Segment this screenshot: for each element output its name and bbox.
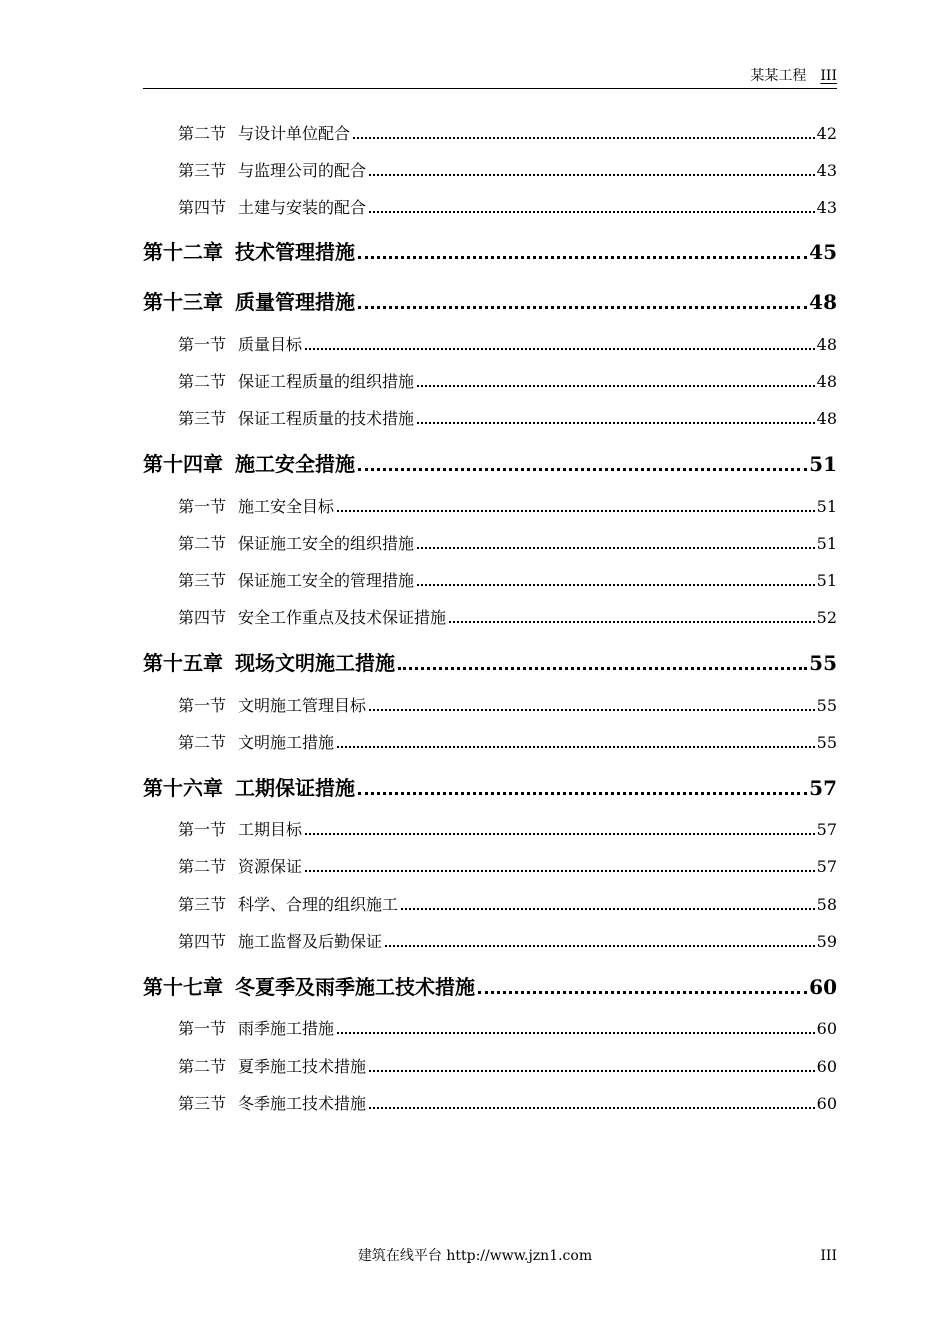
toc-entry-page-number: 57 (809, 776, 837, 800)
toc-entry-title: 资源保证 (238, 857, 303, 876)
toc-chapter-entry[interactable] (143, 649, 837, 677)
toc-dot-leader (478, 991, 807, 994)
toc-section-entry[interactable] (178, 334, 837, 356)
toc-entry-title: 现场文明施工措施 (235, 651, 395, 675)
toc-entry-page-number: 51 (816, 497, 837, 516)
toc-section-entry[interactable] (178, 856, 837, 878)
toc-entry-label: 第一节 (178, 1019, 227, 1038)
toc-entry-page-number: 51 (809, 452, 837, 476)
toc-entry-title: 文明施工管理目标 (238, 696, 367, 715)
toc-dot-leader (369, 709, 815, 711)
toc-entry-label: 第二节 (178, 733, 227, 752)
toc-dot-leader (358, 468, 807, 471)
toc-dot-leader (337, 746, 815, 748)
toc-entry-label: 第十四章 (143, 452, 223, 476)
toc-section-entry[interactable] (178, 894, 837, 916)
toc-entry-page-number: 48 (816, 409, 837, 428)
toc-entry-title: 保证工程质量的组织措施 (238, 372, 415, 391)
toc-entry-page-number: 58 (816, 895, 837, 914)
toc-entry-title: 科学、合理的组织施工 (238, 895, 399, 914)
toc-entry-title: 质量管理措施 (235, 290, 355, 314)
toc-entry-page-number: 52 (816, 608, 837, 627)
toc-entry-label: 第十三章 (143, 290, 223, 314)
toc-chapter-entry[interactable] (143, 238, 837, 266)
toc-dot-leader (369, 1070, 815, 1072)
toc-dot-leader (353, 137, 815, 139)
toc-section-entry[interactable] (178, 1056, 837, 1078)
toc-entry-page-number: 45 (809, 240, 837, 264)
toc-entry-page-number: 60 (816, 1094, 837, 1113)
toc-section-entry[interactable] (178, 1093, 837, 1115)
toc-entry-title: 保证工程质量的技术措施 (238, 409, 415, 428)
toc-entry-title: 冬夏季及雨季施工技术措施 (235, 975, 475, 999)
toc-entry-title: 保证施工安全的管理措施 (238, 571, 415, 590)
toc-entry-page-number: 48 (816, 372, 837, 391)
toc-entry-title: 土建与安装的配合 (238, 198, 367, 217)
toc-chapter-entry[interactable] (143, 973, 837, 1001)
toc-section-entry[interactable] (178, 931, 837, 953)
toc-entry-title: 质量目标 (238, 335, 303, 354)
toc-entry-label: 第四节 (178, 608, 227, 627)
toc-entry-page-number: 60 (816, 1057, 837, 1076)
toc-entry-label: 第四节 (178, 198, 227, 217)
toc-dot-leader (358, 792, 807, 795)
toc-dot-leader (305, 833, 815, 835)
toc-entry-page-number: 57 (816, 857, 837, 876)
toc-entry-label: 第二节 (178, 534, 227, 553)
toc-entry-title: 保证施工安全的组织措施 (238, 534, 415, 553)
toc-dot-leader (401, 908, 815, 910)
toc-section-entry[interactable] (178, 160, 837, 182)
toc-entry-title: 与监理公司的配合 (238, 161, 367, 180)
toc-entry-page-number: 59 (816, 932, 837, 951)
toc-entry-title: 施工安全目标 (238, 497, 335, 516)
toc-dot-leader (398, 667, 807, 670)
toc-entry-title: 技术管理措施 (235, 240, 355, 264)
toc-dot-leader (449, 621, 815, 623)
header-title: 某某工程 (750, 68, 807, 84)
toc-entry-title: 工期保证措施 (235, 776, 355, 800)
toc-entry-title: 夏季施工技术措施 (238, 1057, 367, 1076)
toc-entry-label: 第一节 (178, 820, 227, 839)
toc-entry-page-number: 55 (809, 651, 837, 675)
toc-entry-title: 施工监督及后勤保证 (238, 932, 383, 951)
toc-entry-page-number: 55 (816, 733, 837, 752)
toc-section-entry[interactable] (178, 408, 837, 430)
toc-entry-label: 第三节 (178, 161, 227, 180)
toc-section-entry[interactable] (178, 496, 837, 518)
toc-section-entry[interactable] (178, 819, 837, 841)
footer-text: 建筑在线平台 http://www.jzn1.com (357, 1248, 593, 1264)
toc-entry-title: 文明施工措施 (238, 733, 335, 752)
toc-entry-label: 第四节 (178, 932, 227, 951)
toc-dot-leader (369, 211, 815, 213)
toc-section-entry[interactable] (178, 1018, 837, 1040)
toc-entry-page-number: 42 (816, 124, 837, 143)
toc-entry-page-number: 60 (816, 1019, 837, 1038)
toc-entry-page-number: 51 (816, 571, 837, 590)
toc-entry-page-number: 57 (816, 820, 837, 839)
toc-entry-page-number: 43 (816, 161, 837, 180)
header-page-number: III (820, 68, 837, 84)
toc-entry-label: 第十五章 (143, 651, 223, 675)
toc-dot-leader (369, 1107, 815, 1109)
toc-entry-label: 第三节 (178, 1094, 227, 1113)
toc-entry-title: 工期目标 (238, 820, 303, 839)
toc-dot-leader (385, 945, 815, 947)
toc-entry-title: 雨季施工措施 (238, 1019, 335, 1038)
toc-entry-page-number: 48 (816, 335, 837, 354)
toc-dot-leader (358, 256, 807, 259)
toc-entry-title: 安全工作重点及技术保证措施 (238, 608, 447, 627)
toc-dot-leader (337, 1032, 815, 1034)
toc-section-entry[interactable] (178, 570, 837, 592)
toc-entry-label: 第一节 (178, 497, 227, 516)
toc-section-entry[interactable] (178, 371, 837, 393)
toc-section-entry[interactable] (178, 533, 837, 555)
toc-chapter-entry[interactable] (143, 450, 837, 478)
toc-dot-leader (305, 870, 815, 872)
toc-entry-label: 第三节 (178, 571, 227, 590)
toc-entry-title: 冬季施工技术措施 (238, 1094, 367, 1113)
toc-entry-label: 第一节 (178, 696, 227, 715)
toc-entry-label: 第三节 (178, 409, 227, 428)
footer-page-number: III (820, 1248, 837, 1264)
toc-entry-page-number: 43 (816, 198, 837, 217)
toc-section-entry[interactable] (178, 607, 837, 629)
toc-entry-label: 第十二章 (143, 240, 223, 264)
toc-dot-leader (417, 422, 815, 424)
toc-section-entry[interactable] (178, 197, 837, 219)
toc-section-entry[interactable] (178, 695, 837, 717)
toc-entry-title: 施工安全措施 (235, 452, 355, 476)
toc-entry-label: 第二节 (178, 372, 227, 391)
toc-entry-title: 与设计单位配合 (238, 124, 351, 143)
toc-entry-label: 第二节 (178, 1057, 227, 1076)
toc-chapter-entry[interactable] (143, 774, 837, 802)
toc-entry-page-number: 60 (809, 975, 837, 999)
toc-entry-page-number: 48 (809, 290, 837, 314)
toc-entry-label: 第一节 (178, 335, 227, 354)
toc-dot-leader (417, 547, 815, 549)
toc-entry-label: 第三节 (178, 895, 227, 914)
toc-entry-page-number: 55 (816, 696, 837, 715)
toc-section-entry[interactable] (178, 123, 837, 145)
toc-entry-label: 第十七章 (143, 975, 223, 999)
toc-dot-leader (305, 348, 815, 350)
toc-dot-leader (337, 510, 815, 512)
toc-section-entry[interactable] (178, 732, 837, 754)
toc-entry-label: 第二节 (178, 124, 227, 143)
toc-entry-page-number: 51 (816, 534, 837, 553)
toc-dot-leader (358, 306, 807, 309)
toc-entry-label: 第十六章 (143, 776, 223, 800)
toc-dot-leader (369, 174, 815, 176)
toc-chapter-entry[interactable] (143, 288, 837, 316)
toc-dot-leader (417, 584, 815, 586)
toc-dot-leader (417, 385, 815, 387)
toc-entry-label: 第二节 (178, 857, 227, 876)
